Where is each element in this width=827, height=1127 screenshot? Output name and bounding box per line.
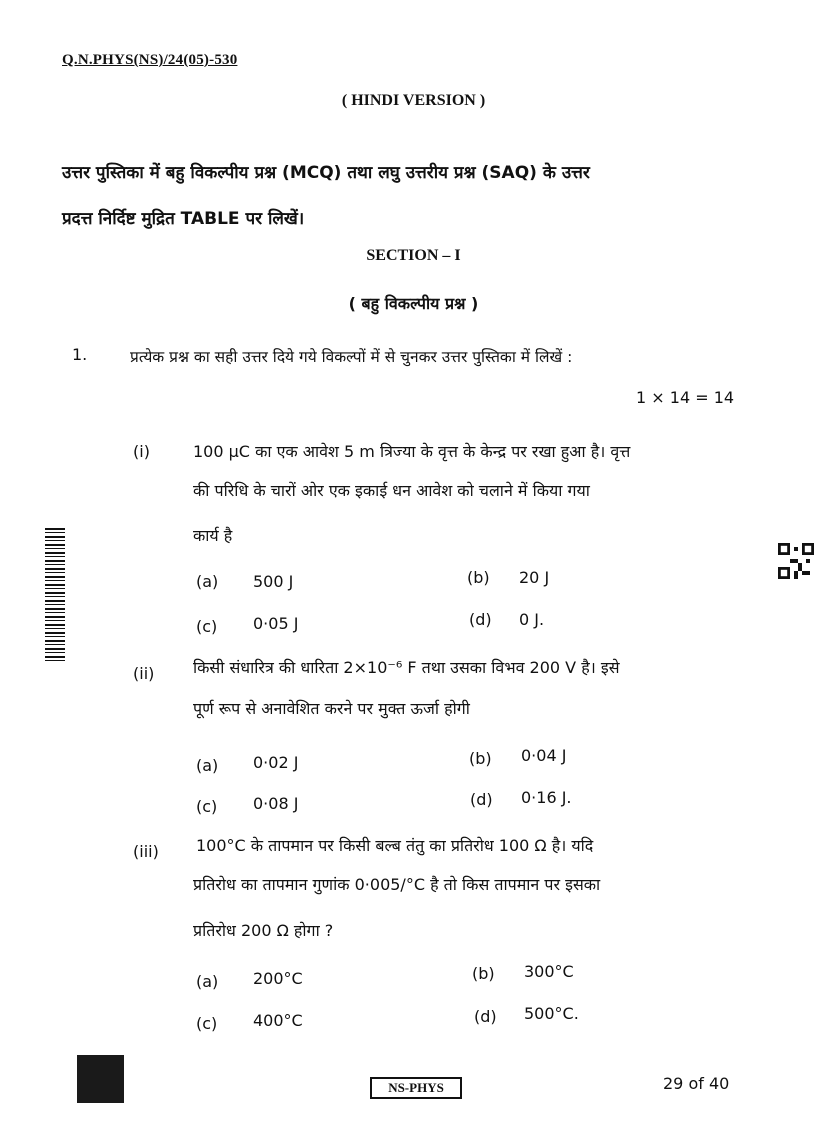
qr-code-icon (778, 543, 814, 579)
instruction-line-1: उत्तर पुस्तिका में बहु विकल्पीय प्रश्न (MCQ) तथा लघु उत्तरीय प्रश्न (SAQ) के उत्तर (62, 163, 590, 183)
option-value: 500 J (253, 572, 294, 591)
version-title: ( HINDI VERSION ) (341, 92, 486, 109)
option-value: 500°C. (524, 1004, 579, 1023)
option-letter: (d) (469, 610, 492, 629)
subq-label-ii: (ii) (133, 664, 155, 683)
option-letter: (b) (472, 964, 495, 983)
option-letter: (c) (196, 1014, 218, 1033)
subject-code-box: NS-PHYS (370, 1077, 462, 1099)
option-letter: (d) (470, 790, 493, 809)
option-value: 20 J (519, 568, 550, 587)
subq-i-line-1: 100 μC का एक आवेश 5 m त्रिज्या के वृत्त के केन्द्र पर रखा हुआ है। वृत्त (193, 442, 631, 461)
option-value: 0·08 J (253, 794, 299, 813)
option-letter: (b) (467, 568, 490, 587)
barcode-icon (45, 528, 65, 662)
paper-code: Q.N.PHYS(NS)/24(05)-530 (62, 52, 238, 68)
option-letter: (c) (196, 617, 218, 636)
scan-block-icon (77, 1055, 124, 1103)
option-value: 0·04 J (521, 746, 567, 765)
option-letter: (a) (196, 572, 219, 591)
section-title: SECTION – I (366, 247, 461, 264)
option-value: 0·05 J (253, 614, 299, 633)
option-value: 300°C (524, 962, 574, 981)
subq-iii-line-1: 100°C के तापमान पर किसी बल्ब तंतु का प्रतिरोध 100 Ω है। यदि (196, 836, 594, 855)
subq-i-line-3: कार्य है (193, 526, 233, 545)
subq-label-iii: (iii) (133, 842, 159, 861)
option-letter: (c) (196, 797, 218, 816)
instruction-line-2: प्रदत्त निर्दिष्ट मुद्रित TABLE पर लिखें। (62, 209, 305, 229)
option-letter: (a) (196, 756, 219, 775)
section-subtitle: ( बहु विकल्पीय प्रश्न ) (348, 294, 479, 313)
option-value: 400°C (253, 1011, 303, 1030)
subq-iii-line-3: प्रतिरोध 200 Ω होगा ? (193, 921, 334, 940)
subq-i-line-2: की परिधि के चारों ओर एक इकाई धन आवेश को चलाने में किया गया (193, 481, 590, 500)
option-value: 200°C (253, 969, 303, 988)
subq-ii-line-2: पूर्ण रूप से अनावेशित करने पर मुक्त ऊर्जा होगी (193, 699, 470, 718)
question-number: 1. (72, 345, 88, 364)
option-letter: (b) (469, 749, 492, 768)
question-text: प्रत्येक प्रश्न का सही उत्तर दिये गये विकल्पों में से चुनकर उत्तर पुस्तिका में लिखें : (130, 348, 573, 366)
option-letter: (a) (196, 972, 219, 991)
option-value: 0·02 J (253, 753, 299, 772)
page-number: 29 of 40 (663, 1074, 730, 1093)
subq-ii-line-1: किसी संधारित्र की धारिता 2×10⁻⁶ F तथा उसका विभव 200 V है। इसे (193, 658, 620, 677)
question-marks: 1 × 14 = 14 (636, 388, 735, 407)
option-value: 0·16 J. (521, 788, 572, 807)
subq-label-i: (i) (133, 442, 150, 461)
subq-iii-line-2: प्रतिरोध का तापमान गुणांक 0·005/°C है तो किस तापमान पर इसका (193, 875, 601, 894)
option-value: 0 J. (519, 610, 545, 629)
option-letter: (d) (474, 1007, 497, 1026)
